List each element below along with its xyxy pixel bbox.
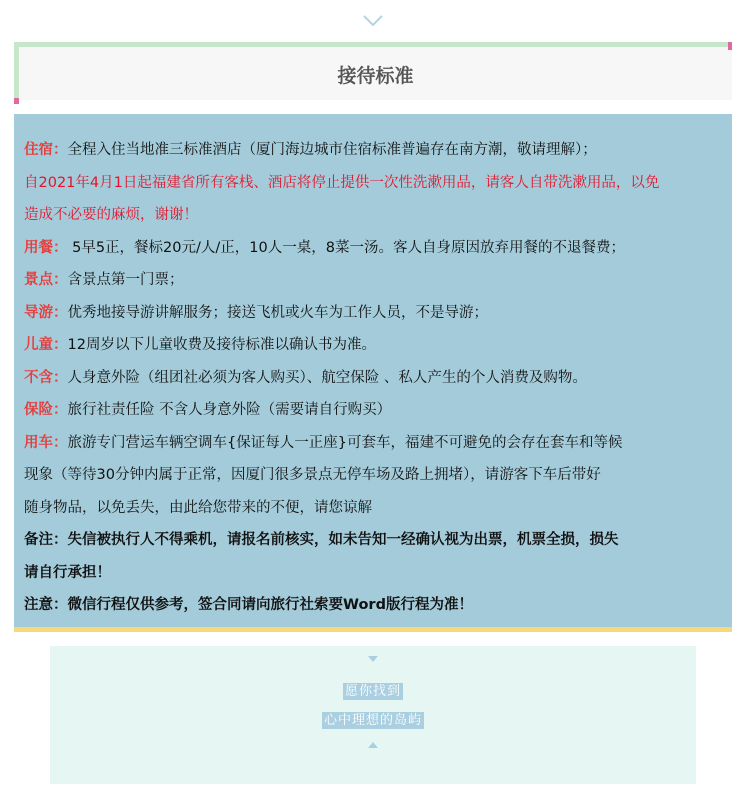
guide-text: 优秀地接导游讲解服务；接送飞机或火车为工作人员，不是导游； <box>67 304 488 321</box>
children-label: 儿童： <box>24 337 68 353</box>
insurance-text: 旅行社责任险 不含人身意外险（需要请自行购买） <box>67 402 392 418</box>
guide-row <box>24 297 722 330</box>
note-line: 注意：微信行程仅供参考，签合同请向旅行社索要Word版行程为准！ <box>24 597 473 613</box>
vehicle-label: 用车： <box>24 434 68 451</box>
section-title: 接待标准 <box>337 65 414 87</box>
vehicle-row <box>24 427 722 460</box>
lodging-label: 住宿： <box>24 142 68 158</box>
toiletries-notice-line2: 造成不必要的麻烦，谢谢！ <box>24 207 198 223</box>
exclusions-label: 不含： <box>24 369 68 386</box>
sights-label: 景点： <box>24 272 68 288</box>
reception-standards-panel <box>14 114 732 632</box>
vehicle-text-line3: 随身物品，以免丢失，由此给您带来的不便，请您谅解 <box>24 499 372 516</box>
guide-label: 导游： <box>24 304 68 321</box>
meals-label: 用餐： <box>24 239 68 256</box>
toiletries-notice-line1: 自2021年4月1日起福建省所有客栈、酒店将停止提供一次性洗漱用品，请客人自带洗漱用品，以免 <box>24 174 660 191</box>
insurance-row <box>24 394 722 427</box>
children-row <box>24 329 722 362</box>
children-text: 12周岁以下儿童收费及接待标准以确认书为准。 <box>67 337 376 353</box>
sights-text: 含景点第一门票； <box>67 272 184 288</box>
lodging-text: 全程入住当地准三标准酒店（厦门海边城市住宿标准普遍存在南方潮，敬请理解）； <box>67 142 597 158</box>
meals-row <box>24 232 722 265</box>
footer-slogan-line1: 愿你找到 <box>344 684 401 699</box>
footer-banner <box>50 646 696 784</box>
triangle-up-icon <box>368 742 378 748</box>
triangle-down-icon <box>368 656 378 662</box>
lodging-row <box>24 134 722 167</box>
meals-text: 5早5正，餐标20元/人/正，10人一桌，8菜一汤。客人自身原因放弃用餐的不退餐费； <box>67 239 625 256</box>
exclusions-text: 人身意外险（组团社必须为客人购买）、航空保险 、私人产生的个人消费及购物。 <box>67 369 587 386</box>
remark-line1: 备注：失信被执行人不得乘机，请报名前核实，如未告知一经确认视为出票，机票全损，损失 <box>24 532 619 548</box>
sights-row <box>24 264 722 297</box>
exclusions-row <box>24 362 722 395</box>
section-header <box>14 42 732 100</box>
footer-slogan-line2: 心中理想的岛屿 <box>323 713 422 728</box>
chevron-down-icon <box>362 14 384 28</box>
insurance-label: 保险： <box>24 402 68 418</box>
vehicle-text-line1: 旅游专门营运车辆空调车{保证每人一正座}可套车，福建不可避免的会存在套车和等候 <box>67 434 623 451</box>
vehicle-text-line2: 现象（等待30分钟内属于正常，因厦门很多景点无停车场及路上拥堵），请游客下车后带好 <box>24 467 601 483</box>
remark-line2: 请自行承担！ <box>24 564 111 581</box>
